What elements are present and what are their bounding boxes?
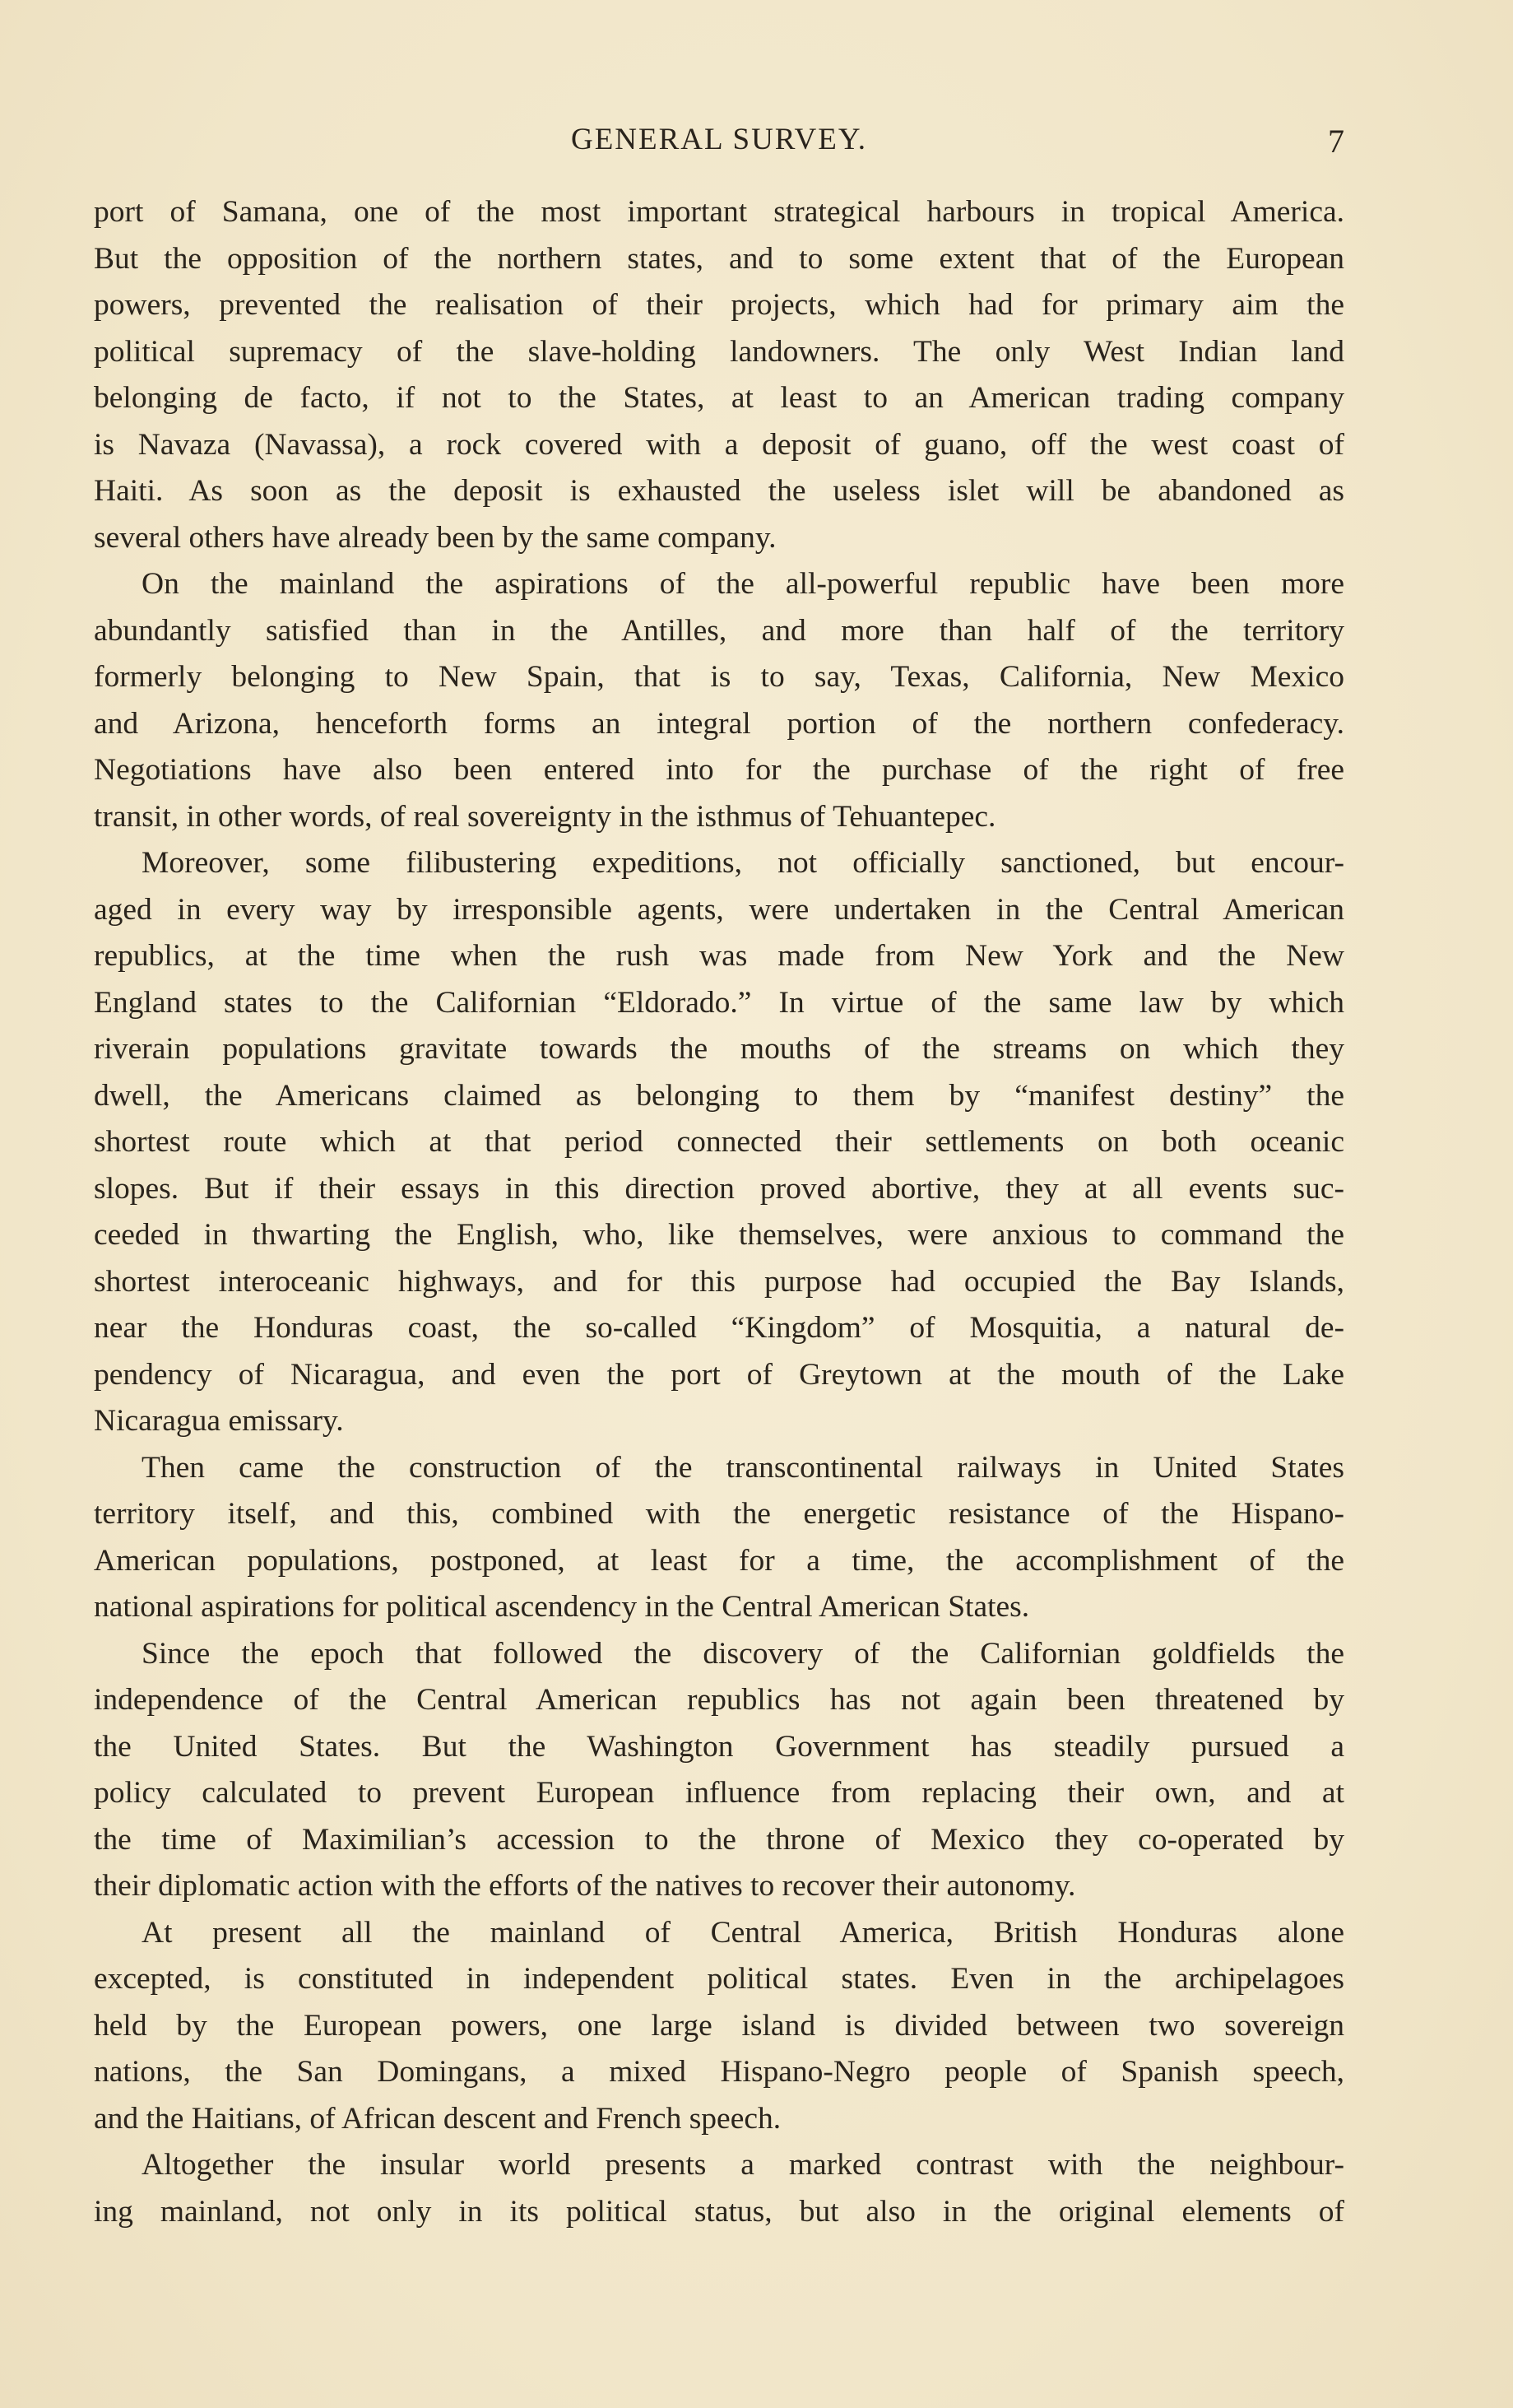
text-line: shortest interoceanic highways, and for this purpose had occupied the Bay Islands, [94,1264,1344,1299]
text-line: nations, the San Domingans, a mixed Hispano-Negro people of Spanish speech, [94,2055,1344,2089]
text-line: formerly belonging to New Spain, that is to say, Texas, California, New Mexico [94,660,1344,694]
text-line: their diplomatic action with the efforts of the natives to recover their autonomy. [94,1869,1076,1903]
text-line: England states to the Californian “Eldorado.” In virtue of the same law by which [94,985,1344,1020]
text-line: port of Samana, one of the most important strategical harbours in tropical America. [94,195,1344,229]
text-line: slopes. But if their essays in this direction proved abortive, they at all events suc- [94,1171,1344,1206]
text-line: is Navaza (Navassa), a rock covered with a deposit of guano, off the west coast of [94,427,1344,462]
text-line: pendency of Nicaragua, and even the port of Greytown at the mouth of the Lake [94,1357,1344,1392]
paragraph [94,840,1344,1445]
paragraph [94,2142,1344,2235]
text-line: and the Haitians, of African descent and French speech. [94,2101,782,2136]
text-line: several others have already been by the same company. [94,520,777,555]
text-line: the time of Maximilian’s accession to the throne of Mexico they co-operated by [94,1822,1344,1857]
text-line: national aspirations for political ascendency in the Central American States. [94,1590,1030,1624]
text-line: aged in every way by irresponsible agents, were undertaken in the Central American [94,892,1344,927]
text-line: riverain populations gravitate towards the mouths of the streams on which they [94,1032,1344,1066]
text-line: independence of the Central American republics has not again been threatened by [94,1683,1344,1717]
text-line: held by the European powers, one large island is divided between two sovereign [94,2008,1344,2043]
text-line: Moreover, some filibustering expeditions, not officially sanctioned, but encour- [142,846,1344,880]
paragraph [94,561,1344,840]
text-line: Since the epoch that followed the discovery of the Californian goldfields the [142,1636,1344,1671]
running-head [94,122,1344,171]
page-number: 7 [1328,123,1344,160]
text-line: Negotiations have also been entered into for the purchase of the right of free [94,753,1344,787]
text-line: policy calculated to prevent European influence from replacing their own, and at [94,1776,1344,1810]
text-line: excepted, is constituted in independent political states. Even in the archipelagoes [94,1962,1344,1996]
text-line: transit, in other words, of real sovereignty in the isthmus of Tehuantepec. [94,799,996,834]
text-line: shortest route which at that period connected their settlements on both oceanic [94,1125,1344,1159]
text-line: belonging de facto, if not to the States, at least to an American trading company [94,381,1344,415]
text-line: near the Honduras coast, the so-called “Kingdom” of Mosquitia, a natural de- [94,1311,1344,1345]
text-line: On the mainland the aspirations of the all-powerful republic have been more [142,567,1344,601]
text-line: dwell, the Americans claimed as belonging to them by “manifest destiny” the [94,1078,1344,1113]
paragraph [94,1445,1344,1631]
text-line: and Arizona, henceforth forms an integral portion of the northern confederacy. [94,706,1344,741]
text-line: But the opposition of the northern states, and to some extent that of the European [94,241,1344,276]
text-line: ing mainland, not only in its political status, but also in the original elements of [94,2194,1344,2229]
running-title: GENERAL SURVEY. [570,123,868,156]
text-line: Then came the construction of the transcontinental railways in United States [142,1450,1344,1485]
text-line: abundantly satisfied than in the Antilles, and more than half of the territory [94,613,1344,648]
paragraph [94,189,1344,561]
text-line: republics, at the time when the rush was made from New York and the New [94,939,1344,973]
paragraph [94,1631,1344,1910]
text-line: powers, prevented the realisation of their projects, which had for primary aim the [94,288,1344,322]
text-line: territory itself, and this, combined with the energetic resistance of the Hispano- [94,1497,1344,1531]
text-line: Altogether the insular world presents a marked contrast with the neighbour- [142,2148,1344,2182]
paragraph [94,1910,1344,2143]
text-line: the United States. But the Washington Government has steadily pursued a [94,1729,1344,1764]
text-line: political supremacy of the slave-holding landowners. The only West Indian land [94,334,1344,369]
text-line: Nicaragua emissary. [94,1404,344,1438]
text-line: ceeded in thwarting the English, who, like themselves, were anxious to command the [94,1218,1344,1252]
body-text [94,189,1344,2235]
text-line: At present all the mainland of Central America, British Honduras alone [142,1915,1344,1950]
text-line: American populations, postponed, at least for a time, the accomplishment of the [94,1543,1344,1578]
text-line: Haiti. As soon as the deposit is exhausted the useless islet will be abandoned as [94,474,1344,508]
